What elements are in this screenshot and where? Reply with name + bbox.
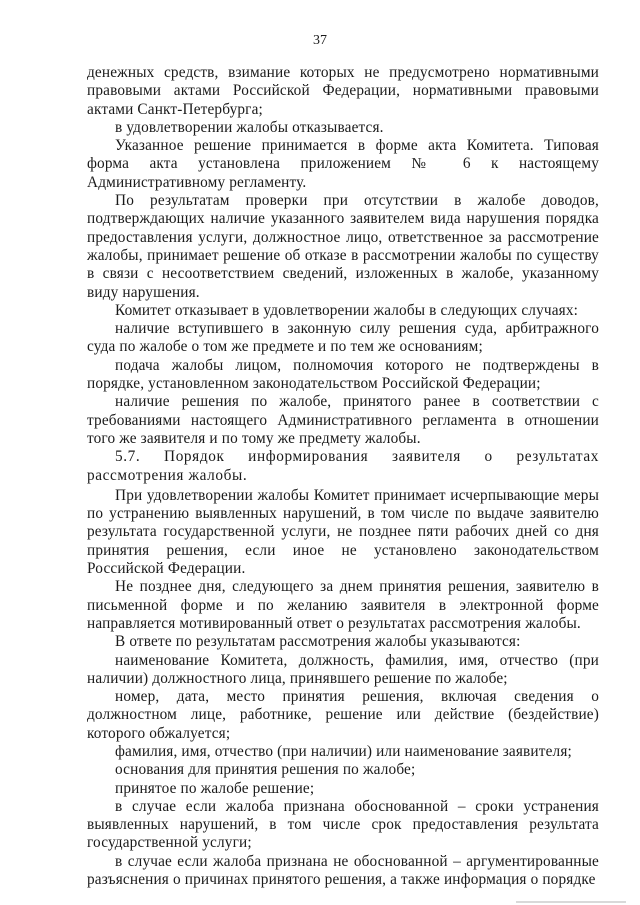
paragraph-response-deadline: Не позднее дня, следующего за днем принятия решения, заявителю в письменной форме и по желанию заявителя в электронной форме направляется мотивированный ответ о результатах рассмотрения жалобы. bbox=[87, 578, 599, 632]
list-item-justified-complaint: в случае если жалоба признана обоснованной – сроки устранения выявленных нарушений, в том числе срок предоставления результата государственной услуги; bbox=[87, 797, 599, 852]
paragraph-response-contents-intro: В ответе по результатам рассмотрения жалобы указываются: bbox=[115, 633, 521, 651]
paragraph-complaint-rejected: в удовлетворении жалобы отказывается. bbox=[115, 118, 384, 136]
list-item-decision: принятое по жалобе решение; bbox=[115, 779, 315, 797]
list-item-grounds: основания для принятия решения по жалобе; bbox=[115, 761, 416, 779]
list-item-committee-name: наименование Комитета, должность, фамилия, имя, отчество (при наличии) должностного лица, принявшего решение по жалобе; bbox=[87, 651, 599, 687]
paragraph-remedy-measures: При удовлетворении жалобы Комитет принимает исчерпывающие меры по устранению выявленных нарушений, в том числе по выдаче заявителю результата государственной услуги, не позднее пяти рабочих дней со дня принятия решения, если иное не установлено законодательством Российской Федерации. bbox=[87, 486, 599, 578]
document-body bbox=[87, 64, 599, 889]
paragraph-decision-form: Указанное решение принимается в форме акта Комитета. Типовая форма акта установлена приложением № 6 к настоящему Административному регламенту. bbox=[87, 137, 599, 191]
paragraph-refusal-to-consider: По результатам проверки при отсутствии в жалобе доводов, подтверждающих наличие указанного заявителем вида нарушения порядка предоставления услуги, должностное лицо, ответственное за рассмотрение жалобы, принимает решение об отказе в рассмотрении жалобы по существу в связи с несоответствием сведений, изложенных в жалобе, указанному виду нарушения. bbox=[87, 192, 599, 301]
scan-edge-mark bbox=[516, 901, 626, 903]
paragraph-funds-continuation: денежных средств, взимание которых не предусмотрено нормативными правовыми актами Российской Федерации, нормативными правовыми актами Санкт-Петербурга; bbox=[87, 64, 599, 118]
page-number: 37 bbox=[313, 33, 327, 48]
paragraph-refusal-cases-intro: Комитет отказывает в удовлетворении жалобы в следующих случаях: bbox=[115, 301, 579, 319]
list-item-applicant-name: фамилия, имя, отчество (при наличии) или наименование заявителя; bbox=[115, 742, 572, 760]
list-item-court-decision: наличие вступившего в законную силу решения суда, арбитражного суда по жалобе о том же предмете и по тем же основаниям; bbox=[87, 320, 599, 356]
list-item-unjustified-complaint: в случае если жалоба признана не обоснованной – аргументированные разъяснения о причинах принятого решения, а также информация о порядке bbox=[87, 852, 599, 889]
list-item-decision-details: номер, дата, место принятия решения, включая сведения о должностном лице, работнике, решение или действие (бездействие) которого обжалуется; bbox=[87, 688, 599, 742]
list-item-previous-decision: наличие решения по жалобе, принятого ранее в соответствии с требованиями настоящего Административного регламента в отношении того же заявителя и по тому же предмету жалобы. bbox=[87, 393, 599, 447]
list-item-unconfirmed-authority: подача жалобы лицом, полномочия которого не подтверждены в порядке, установленном законодательством Российской Федерации; bbox=[87, 356, 599, 393]
section-heading-5-7: 5.7. Порядок информирования заявителя о результатах рассмотрения жалобы. bbox=[87, 448, 599, 484]
